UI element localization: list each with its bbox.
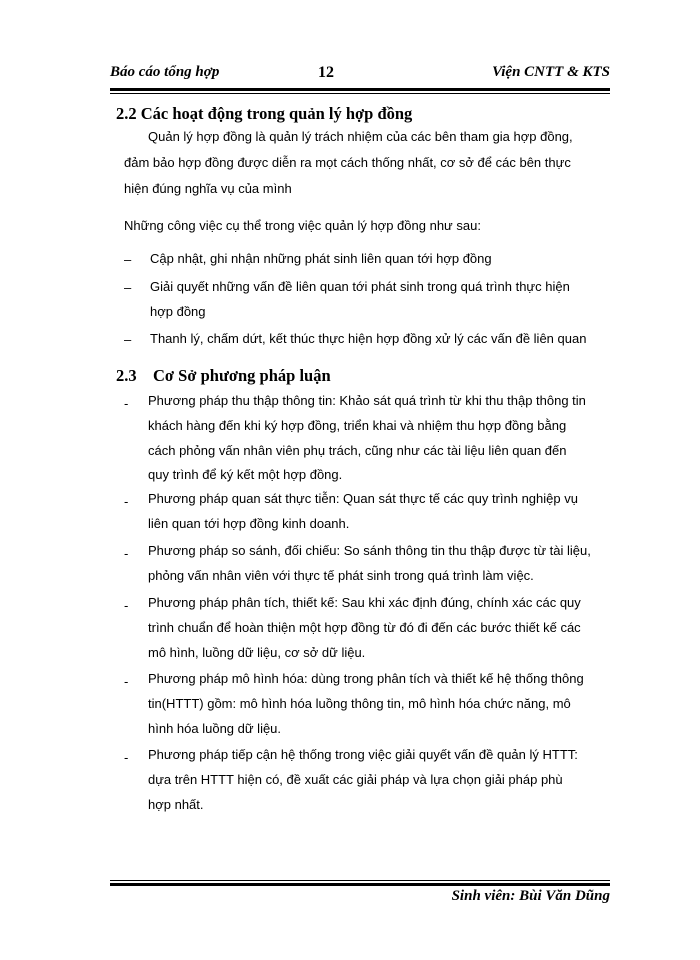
header-report-title: Báo cáo tổng hợp — [110, 64, 220, 80]
list-item: Thanh lý, chấm dứt, kết thúc thực hiện hợp đồng xử lý các vấn đề liên quan — [150, 331, 587, 346]
header-rule-thick — [110, 88, 610, 91]
bullet-dash: – — [124, 332, 132, 347]
list-item: Phương pháp phân tích, thiết kế: Sau khi xác định đúng, chính xác các quy — [148, 595, 581, 610]
header-rule-thin — [110, 93, 610, 94]
list-item: Cập nhật, ghi nhận những phát sinh liên quan tới hợp đồng — [150, 251, 492, 266]
bullet-dash: - — [124, 396, 129, 411]
list-item: liên quan tới hợp đồng kinh doanh. — [148, 516, 350, 531]
section-2-3-number: 2.3 — [116, 366, 137, 385]
list-item: Phương pháp mô hình hóa: dùng trong phân tích và thiết kế hệ thống thông — [148, 671, 584, 686]
section-2-2-heading: 2.2 Các hoạt động trong quản lý hợp đồng — [116, 104, 413, 123]
list-item: hình hóa luồng dữ liệu. — [148, 721, 282, 736]
bullet-dash: - — [124, 546, 129, 561]
list-item: hợp đồng — [150, 304, 206, 319]
list-item: mô hình, luồng dữ liệu, cơ sở dữ liệu. — [148, 645, 366, 660]
bullet-dash: - — [124, 750, 129, 765]
list-item: khách hàng đến khi ký hợp đồng, triển khai và nhiệm thu hợp đồng bằng — [148, 418, 567, 433]
list-item: hợp nhất. — [148, 797, 204, 812]
list-item: dựa trên HTTT hiện có, đề xuất các giải pháp và lựa chọn giải pháp phù — [148, 772, 563, 787]
header-bar — [110, 64, 610, 86]
list-item: Phương pháp thu thập thông tin: Khảo sát quá trình từ khi thu thập thông tin — [148, 393, 586, 408]
list-item: cách phỏng vấn nhân viên phụ trách, cũng như các tài liệu liên quan đến — [148, 443, 567, 458]
bullet-dash: – — [124, 252, 132, 267]
list-item: phỏng vấn nhân viên với thực tế phát sinh trong quá trình làm việc. — [148, 568, 534, 583]
list-item: Phương pháp tiếp cận hệ thống trong việc giải quyết vấn đề quản lý HTTT: — [148, 747, 578, 762]
header-institute: Viện CNTT & KTS — [492, 64, 610, 80]
section-2-3-heading: Cơ Sở phương pháp luận — [153, 366, 331, 385]
header-page-number: 12 — [318, 64, 334, 81]
bullet-dash: – — [124, 280, 132, 295]
footer-student-name: Sinh viên: Bùi Văn Dũng — [451, 888, 610, 904]
footer-rule-thin — [110, 880, 610, 881]
list-item: Giải quyết những vấn đề liên quan tới phát sinh trong quá trình thực hiện — [150, 279, 570, 294]
intro-line: Quản lý hợp đồng là quản lý trách nhiệm của các bên tham gia hợp đồng, — [148, 129, 573, 144]
bullet-dash: - — [124, 598, 129, 613]
footer-rule-thick — [110, 883, 610, 886]
list-item: Phương pháp so sánh, đối chiếu: So sánh thông tin thu thập được từ tài liệu, — [148, 543, 591, 558]
intro-line: đảm bảo hợp đồng được diễn ra mọt cách thống nhất, cơ sở để các bên thực — [124, 155, 571, 170]
intro-line: hiện đúng nghĩa vụ của mình — [124, 181, 292, 196]
list-item: tin(HTTT) gồm: mô hình hóa luồng thông tin, mô hình hóa chức năng, mô — [148, 696, 571, 711]
list-item: trình chuẩn để hoàn thiện một hợp đồng từ đó đi đến các bước thiết kế các — [148, 620, 581, 635]
list-intro: Những công việc cụ thể trong việc quản lý hợp đồng như sau: — [124, 218, 481, 233]
list-item: quy trình để ký kết một hợp đồng. — [148, 467, 343, 482]
bullet-dash: - — [124, 674, 129, 689]
bullet-dash: - — [124, 494, 129, 509]
list-item: Phương pháp quan sát thực tiễn: Quan sát thực tế các quy trình nghiệp vụ — [148, 491, 578, 506]
